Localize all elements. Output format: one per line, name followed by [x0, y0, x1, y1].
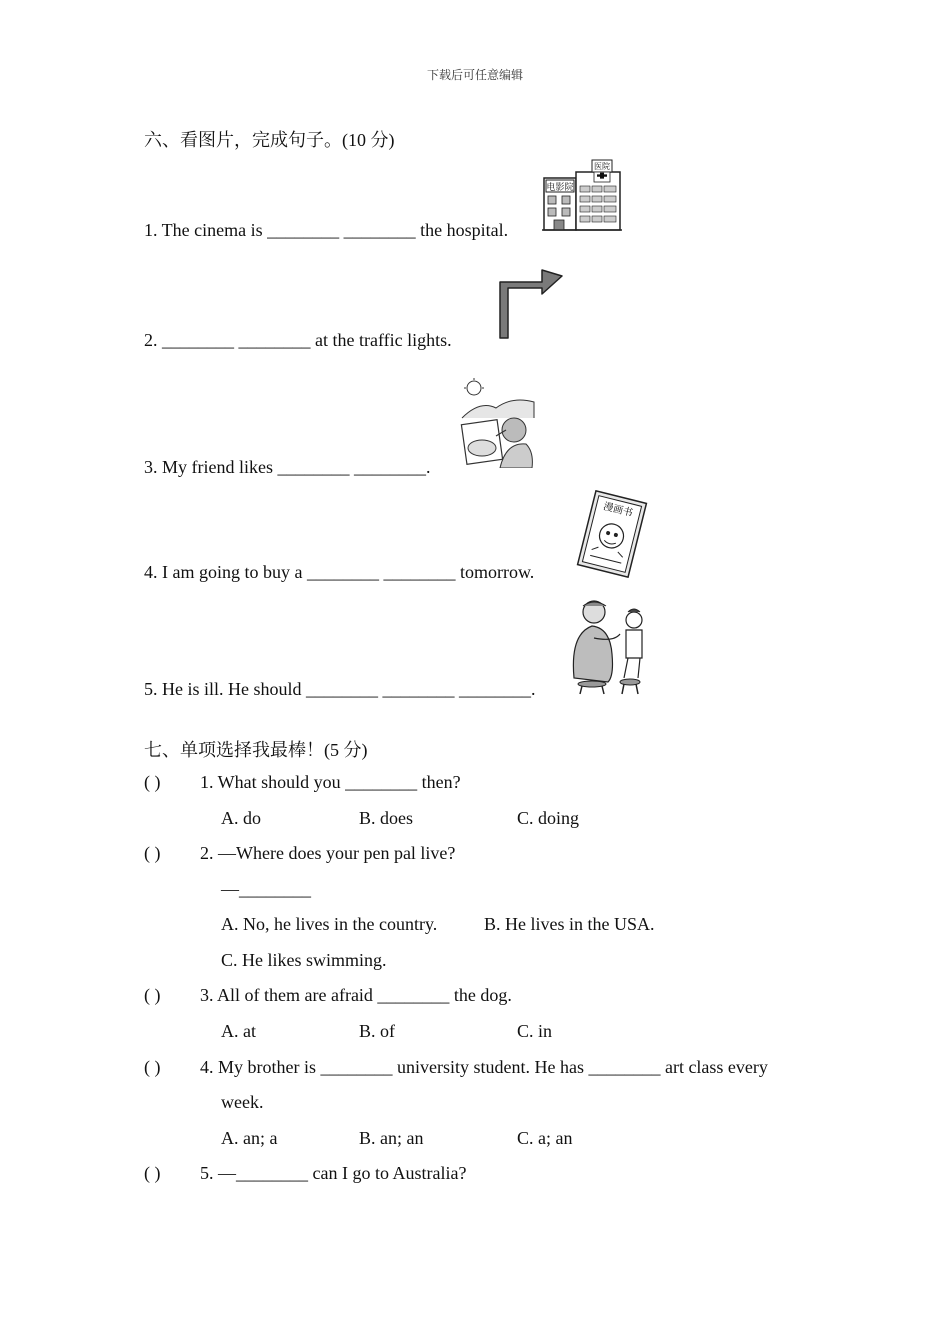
- s6-item-4: 4. I am going to buy a ________ ________ tomorrow.: [144, 562, 535, 582]
- q3-option-c: C. in: [517, 1021, 553, 1041]
- section7-title: 七、单项选择我最棒！(5 分): [144, 740, 368, 760]
- q4-option-a: A. an; a: [221, 1128, 278, 1148]
- q4-option-b: B. an; an: [359, 1128, 424, 1148]
- s6-item-2: 2. ________ ________ at the traffic lights.: [144, 330, 452, 350]
- s6-item-1: 1. The cinema is ________ ________ the hospital.: [144, 220, 509, 240]
- cinema-sign: 电影院: [546, 183, 574, 193]
- q3-option-a: A. at: [221, 1021, 256, 1041]
- doctor-picture: [568, 598, 648, 696]
- q5-bracket: ( ): [144, 1163, 161, 1183]
- q1-option-b: B. does: [359, 808, 413, 828]
- q3-text: 3. All of them are afraid ________ the dog.: [200, 985, 512, 1005]
- q1-bracket: ( ): [144, 772, 161, 792]
- q2-option-c: C. He likes swimming.: [221, 950, 387, 970]
- hospital-sign: 医院: [594, 162, 610, 171]
- section6-title: 六、看图片，完成句子。(10 分): [144, 130, 395, 150]
- q1-option-c: C. doing: [517, 808, 580, 828]
- turn-right-arrow-picture: [494, 266, 566, 346]
- comic-book-picture: [572, 490, 652, 578]
- q2-text: 2. —Where does your pen pal live?: [200, 843, 456, 863]
- q3-option-b: B. of: [359, 1021, 395, 1041]
- q1-option-a: A. do: [221, 808, 261, 828]
- q2-option-a: A. No, he lives in the country.: [221, 914, 438, 934]
- s6-item-5: 5. He is ill. He should ________ ________ ________.: [144, 679, 536, 699]
- q2-option-b: B. He lives in the USA.: [484, 914, 655, 934]
- q4-text-continued: week.: [221, 1092, 264, 1112]
- painting-picture: [460, 378, 536, 468]
- q3-bracket: ( ): [144, 985, 161, 1005]
- comic-title: 漫画书: [602, 501, 634, 520]
- q4-text: 4. My brother is ________ university student. He has ________ art class every: [200, 1057, 768, 1077]
- s6-item-3: 3. My friend likes ________ ________.: [144, 457, 431, 477]
- q4-option-c: C. a; an: [517, 1128, 573, 1148]
- q5-text: 5. —________ can I go to Australia?: [200, 1163, 467, 1183]
- q1-text: 1. What should you ________ then?: [200, 772, 461, 792]
- page-header: 下载后可任意编辑: [426, 68, 523, 82]
- q2-answer-line: —________: [221, 879, 311, 899]
- q2-bracket: ( ): [144, 843, 161, 863]
- q4-bracket: ( ): [144, 1057, 161, 1077]
- cinema-hospital-picture: [542, 158, 622, 232]
